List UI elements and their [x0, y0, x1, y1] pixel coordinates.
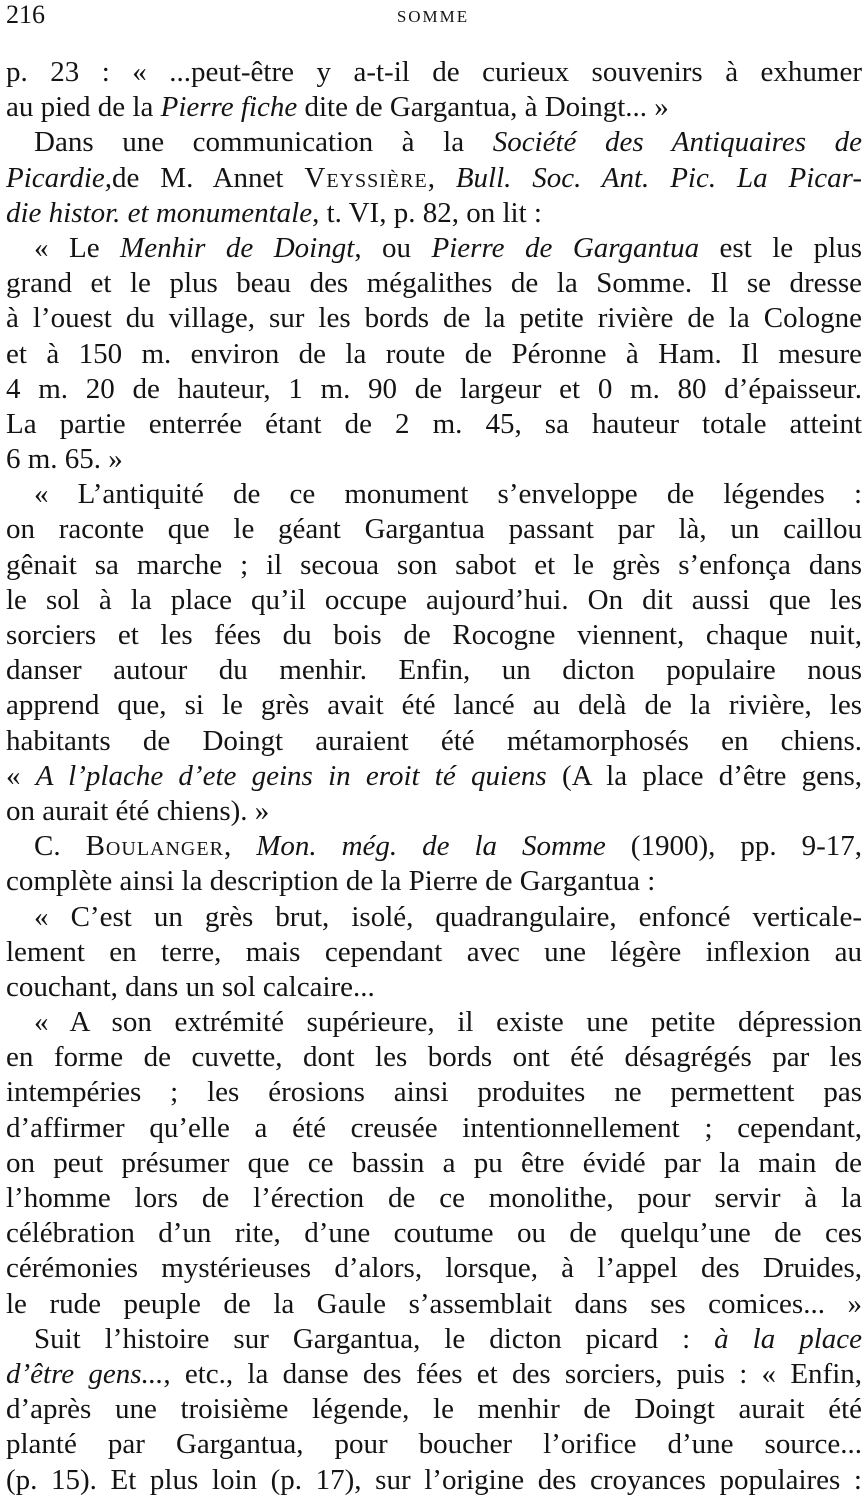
text-line	[6, 1322, 862, 1357]
text-line	[6, 548, 862, 583]
page-number: 216	[6, 0, 45, 29]
text-segment: on raconte que le géant Gargantua passant par là, un caillou	[6, 513, 862, 546]
text-segment: couchant, dans un sol calcaire...	[6, 970, 375, 1003]
text-segment: habitants de Doingt auraient été métamorphosés en chiens.	[6, 724, 862, 757]
text-segment: à l’ouest du village, sur les bords de la petite rivière de la Cologne	[6, 302, 862, 335]
text-segment: dite de Gargantua, à Doingt... »	[297, 91, 669, 124]
text-line	[6, 90, 862, 125]
text-segment: on peut présumer que ce bassin a pu être évidé par la main de	[6, 1146, 862, 1179]
text-line	[6, 1287, 862, 1322]
text-line	[6, 688, 862, 723]
text-line	[6, 1357, 862, 1392]
text-line	[6, 1040, 862, 1075]
text-line	[6, 512, 862, 547]
text-line	[6, 1146, 862, 1181]
text-line	[6, 1181, 862, 1216]
text-segment: La partie enterrée étant de 2 m. 45, sa hauteur totale atteint	[6, 407, 862, 440]
text-segment: , ou	[354, 231, 432, 264]
text-line	[6, 1463, 862, 1498]
italic-text: Bull. Soc. Ant. Pic. La Picar-	[455, 161, 862, 194]
text-line	[6, 337, 862, 372]
text-segment: sorciers et les fées du bois de Rocogne viennent, chaque nuit,	[6, 619, 862, 651]
text-segment: le sol à la place qu’il occupe aujourd’hui. On dit aussi que les	[6, 583, 862, 616]
italic-text: Pierre de Gargantua	[431, 231, 700, 264]
text-segment: le rude peuple de la Gaule s’assemblait dans ses comices... »	[6, 1287, 862, 1320]
text-segment: de M. Annet	[112, 161, 305, 194]
text-line	[6, 372, 862, 407]
text-line	[6, 196, 862, 231]
text-segment: célébration d’un rite, d’une coutume ou de quelqu’une de ces	[6, 1217, 862, 1250]
text-segment: p. 23 : « ...peut-être y a-t-il de curieux souvenirs à exhumer	[6, 56, 862, 88]
text-segment: est le plus	[699, 231, 862, 264]
text-segment: Dans une communication à la	[34, 126, 493, 159]
text-segment: Suit l’histoire sur Gargantua, le dicton picard :	[34, 1322, 715, 1355]
text-segment: (A la place d’être gens,	[546, 759, 862, 792]
text-line	[6, 724, 862, 759]
text-segment: (1900), pp. 9-17,	[605, 830, 862, 863]
text-segment: «	[6, 759, 36, 792]
text-line	[6, 1111, 862, 1146]
text-segment: « Le	[34, 231, 121, 264]
italic-text: à la place	[714, 1322, 862, 1355]
running-head: SOMME	[396, 7, 470, 26]
text-segment: complète ainsi la description de la Pierre de Gargantua :	[6, 865, 656, 898]
text-segment: , t. VI, p. 82, on lit :	[312, 196, 542, 229]
small-caps-name: Boulanger	[85, 830, 224, 863]
text-line	[6, 266, 862, 301]
text-line	[6, 618, 862, 653]
text-segment: « A son extrémité supérieure, il existe une petite dépression	[34, 1006, 862, 1039]
page-header	[0, 0, 866, 34]
text-segment: planté par Gargantua, pour boucher l’orifice d’une source...	[6, 1428, 862, 1461]
text-line	[6, 407, 862, 442]
text-line	[6, 935, 862, 970]
text-segment: 6 m. 65. »	[6, 443, 123, 476]
text-line	[6, 1427, 862, 1462]
text-segment: « C’est un grès brut, isolé, quadrangulaire, enfoncé verticale-	[34, 900, 862, 933]
text-segment: l’homme lors de l’érection de ce monolithe, pour servir à la	[6, 1182, 862, 1214]
italic-text: Mon. még. de la Somme	[256, 830, 606, 863]
text-line	[6, 759, 862, 794]
text-line	[6, 1075, 862, 1110]
text-segment: au pied de la	[6, 91, 161, 124]
text-line	[6, 477, 862, 512]
text-segment: cérémonies mystérieuses d’alors, lorsque, à l’appel des Druides,	[6, 1252, 862, 1285]
text-segment: ,	[223, 830, 257, 863]
text-line	[6, 442, 862, 477]
text-line	[6, 1216, 862, 1251]
text-segment: d’affirmer qu’elle a été creusée intentionnellement ; cependant,	[6, 1111, 862, 1144]
text-segment: , etc., la danse des fées et des sorciers, puis : « Enfin,	[163, 1357, 862, 1390]
text-segment: (p. 15). Et plus loin (p. 17), sur l’origine des croyances populaires :	[6, 1463, 862, 1496]
text-segment: en forme de cuvette, dont les bords ont été désagrégés par les	[6, 1041, 862, 1074]
text-segment: C.	[34, 830, 86, 863]
text-segment: et à 150 m. environ de la route de Péronne à Ham. Il mesure	[6, 337, 862, 370]
text-line	[6, 653, 862, 688]
body-text	[6, 55, 862, 1498]
text-segment: ,	[427, 161, 456, 194]
text-line	[6, 1251, 862, 1286]
italic-text: Société des Antiquaires de	[492, 126, 862, 159]
italic-text: Menhir de Doingt	[120, 231, 355, 264]
text-line	[6, 55, 862, 90]
text-segment: gênait sa marche ; il secoua son sabot et le grès s’enfonça dans	[6, 548, 862, 581]
text-line	[6, 583, 862, 618]
text-segment: apprend que, si le grès avait été lancé au delà de la rivière, les	[6, 689, 862, 722]
text-line	[6, 970, 862, 1005]
text-segment: d’après une troisième légende, le menhir de Doingt aurait été	[6, 1393, 862, 1426]
italic-text: die histor. et monumentale	[6, 196, 313, 229]
small-caps-name: Veyssière	[304, 161, 428, 194]
text-segment: danser autour du menhir. Enfin, un dicton populaire nous	[6, 654, 862, 687]
text-segment: on aurait été chiens). »	[6, 794, 270, 827]
text-segment: « L’antiquité de ce monument s’enveloppe de légendes :	[34, 478, 862, 511]
text-segment: lement en terre, mais cependant avec une légère inflexion au	[6, 935, 862, 968]
text-line	[6, 1392, 862, 1427]
italic-text: Picardie,	[6, 161, 113, 194]
italic-text: d’être gens...	[6, 1357, 164, 1390]
text-line	[6, 794, 862, 829]
text-line	[6, 161, 862, 196]
text-segment: intempéries ; les érosions ainsi produites ne permettent pas	[6, 1076, 862, 1109]
text-segment: 4 m. 20 de hauteur, 1 m. 90 de largeur et 0 m. 80 d’épaisseur.	[6, 372, 862, 405]
text-line	[6, 301, 862, 336]
text-line	[6, 900, 862, 935]
text-line	[6, 1005, 862, 1040]
italic-text: A l’plache d’ete geins in eroit té quiens	[35, 759, 547, 792]
text-line	[6, 231, 862, 266]
text-segment: grand et le plus beau des mégalithes de la Somme. Il se dresse	[6, 267, 862, 300]
text-line	[6, 864, 862, 899]
italic-text: Pierre fiche	[160, 91, 298, 124]
text-line	[6, 125, 862, 160]
text-line	[6, 829, 862, 864]
